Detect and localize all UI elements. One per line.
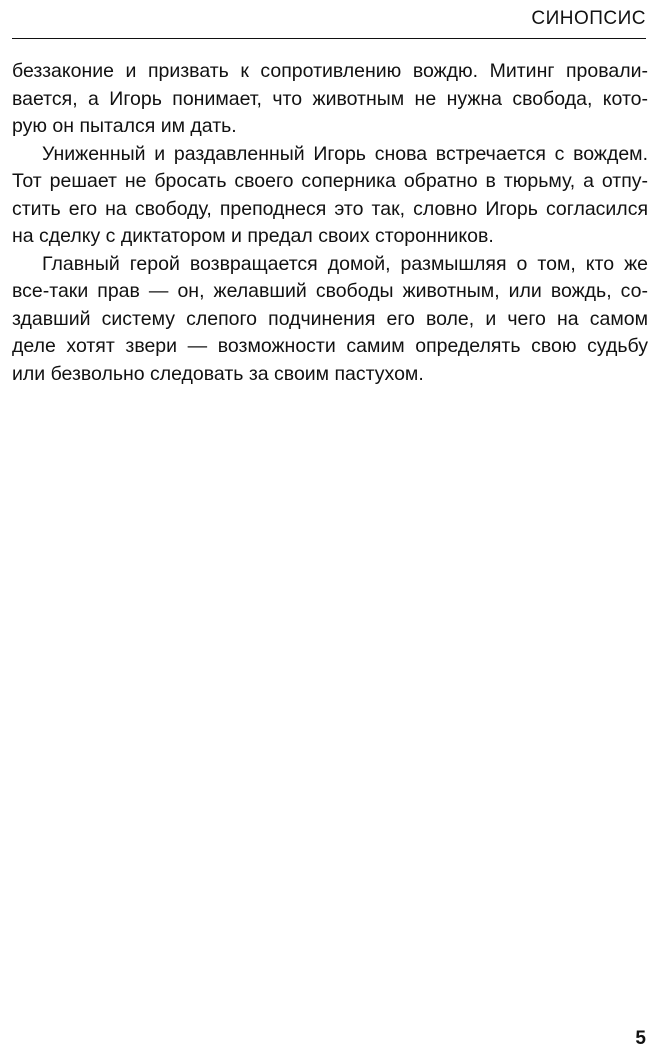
text-line: деле хотят звери — возможности самим определять свою судьбу	[12, 335, 648, 357]
text-line: Униженный и раздавленный Игорь снова встречается с вождем.	[42, 142, 648, 165]
body-text	[12, 58, 648, 388]
text-line: или безвольно следовать за своим пастухом.	[12, 362, 424, 385]
text-line: вается, а Игорь понимает, что животным не нужна свобода, кото-	[12, 87, 648, 110]
header-rule	[12, 38, 646, 39]
paragraph-1	[12, 58, 648, 141]
text-line: все-таки прав — он, желавший свободы животным, или вождь, со-	[12, 280, 648, 302]
page-number: 5	[635, 1028, 646, 1049]
text-line: рую он пытался им дать.	[12, 115, 237, 137]
paragraph-3	[12, 251, 648, 389]
paragraph-2	[12, 141, 648, 251]
text-line: беззаконие и призвать к сопротивлению вождю. Митинг провали-	[12, 60, 648, 82]
text-line: здавший систему слепого подчинения его воле, и чего на самом	[12, 307, 648, 330]
text-line: стить его на свободу, преподнеся это так, словно Игорь согласился	[12, 197, 648, 220]
text-line: на сделку с диктатором и предал своих сторонников.	[12, 225, 494, 247]
running-header: СИНОПСИС	[531, 8, 646, 29]
text-line: Тот решает не бросать своего соперника обратно в тюрьму, а отпу-	[12, 170, 648, 192]
text-line: Главный герой возвращается домой, размышляя о том, кто же	[42, 252, 648, 275]
